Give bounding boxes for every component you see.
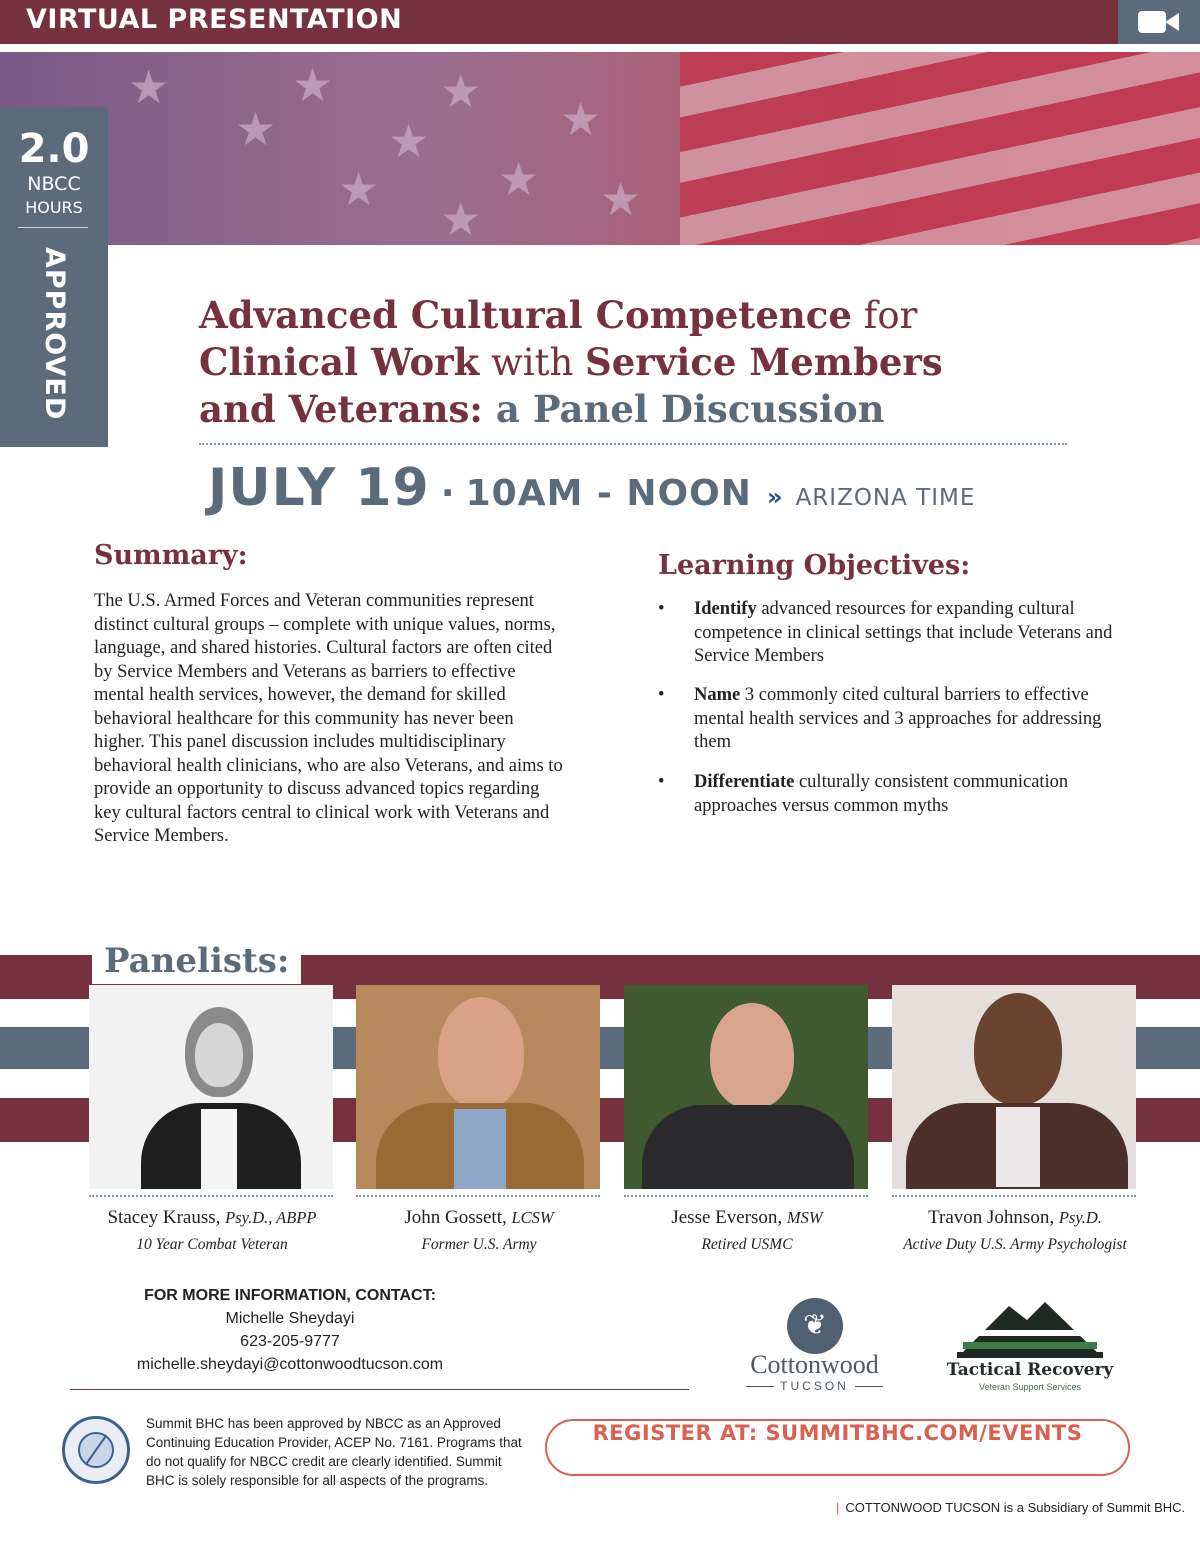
nbcc-disclaimer: Summit BHC has been approved by NBCC as an Approved Continuing Education Provider, ACEP No. 7161. Programs that do not qualify for NBCC credit are clearly identified. Summit BHC is solely responsible for all aspects of the programs.: [146, 1416, 522, 1488]
star-icon: ★: [235, 102, 277, 156]
footnote-text: COTTONWOOD TUCSON is a Subsidiary of Summit BHC.: [845, 1500, 1186, 1515]
title-part: a Panel Discussion: [482, 387, 885, 431]
panelist-name: Travon Johnson, Psy.D.: [928, 1207, 1102, 1228]
presentation-type-label: VIRTUAL PRESENTATION: [26, 4, 403, 35]
objective-text: 3 commonly cited cultural barriers to effective mental health services and 3 approaches for addressing them: [694, 685, 1102, 752]
objective-item: [658, 598, 1128, 669]
divider: [892, 1195, 1136, 1197]
panelist-role: 10 Year Combat Veteran: [136, 1236, 288, 1253]
event-time: 10AM - NOON: [465, 473, 752, 514]
flag-banner-image: [0, 52, 1200, 245]
divider: [70, 1389, 689, 1390]
objective-keyword: Differentiate: [694, 772, 795, 792]
divider: [356, 1195, 600, 1197]
panelist-role: Retired USMC: [701, 1236, 793, 1253]
star-icon: ★: [292, 58, 334, 112]
title-part: for: [851, 294, 918, 337]
cottonwood-name: Cottonwood: [750, 1350, 879, 1379]
footnote: [836, 1500, 1185, 1515]
objective-keyword: Name: [694, 685, 741, 705]
panelist-photo: [89, 985, 333, 1189]
event-title: [199, 292, 1099, 433]
badge-org: NBCC: [27, 173, 81, 195]
cottonwood-sub: TUCSON: [727, 1379, 902, 1393]
star-icon: ★: [440, 192, 482, 245]
bullet-icon: •: [658, 685, 665, 705]
panelist-name: Stacey Krauss, Psy.D., ABPP: [107, 1207, 317, 1228]
contact-heading: FOR MORE INFORMATION, CONTACT:: [144, 1287, 436, 1304]
register-button[interactable]: REGISTER AT: SUMMITBHC.COM/EVENTS: [545, 1419, 1130, 1476]
top-banner: [0, 0, 1200, 44]
contact-email[interactable]: michelle.sheydayi@cottonwoodtucson.com: [136, 1356, 444, 1373]
contact-phone[interactable]: 623-205-9777: [240, 1333, 340, 1350]
star-icon: ★: [440, 64, 482, 118]
summary-heading: Summary:: [94, 540, 248, 571]
title-part: and Veterans:: [199, 387, 483, 431]
panelists-heading: Panelists:: [92, 938, 301, 984]
title-part: Clinical Work: [199, 340, 480, 384]
tactical-recovery-logo: [935, 1298, 1125, 1398]
star-icon: ★: [498, 152, 540, 206]
panelist-photo: [892, 985, 1136, 1189]
summary-text: The U.S. Armed Forces and Veteran communities represent distinct cultural groups – complete with unique values, norms, language, and shared histories. Cultural factors are often cited by Service Members and Veterans as barriers to effective mental health services, however, the demand for skilled behavioral healthcare for this community has never been higher. This panel discussion includes multidisciplinary behavioral health clinicians, who are also Veterans, and aims to provide an opportunity to discuss advanced topics regarding key cultural factors central to clinical work with Veterans and Service Members.: [94, 591, 563, 846]
event-date: JULY 19: [208, 458, 430, 518]
tree-icon: ❦: [787, 1298, 843, 1354]
objective-text: advanced resources for expanding cultural competence in clinical settings that include Veterans and Service Members: [694, 599, 1113, 666]
divider: [199, 443, 1067, 445]
panelist-photo: [356, 985, 600, 1189]
objective-item: [658, 684, 1128, 755]
objectives-heading: Learning Objectives:: [658, 550, 971, 581]
star-icon: ★: [128, 60, 170, 114]
event-timezone: ARIZONA TIME: [795, 485, 976, 511]
panelist-name: John Gossett, LCSW: [404, 1207, 554, 1228]
cottonwood-logo: [727, 1298, 902, 1398]
badge-hours: 2.0: [18, 126, 90, 172]
star-icon: ★: [560, 92, 602, 146]
star-icon: ★: [338, 162, 380, 216]
badge-unit: HOURS: [25, 198, 83, 217]
title-part: Advanced Cultural Competence: [199, 293, 852, 337]
nbcc-seal-icon: [62, 1416, 130, 1484]
bullet-icon: •: [658, 772, 665, 792]
bullet-icon: •: [658, 599, 665, 619]
title-part: Service Members: [585, 340, 943, 384]
footnote-bar: |: [836, 1500, 840, 1515]
video-camera-icon: [1118, 0, 1200, 44]
objective-text: culturally consistent communication approaches versus common myths: [694, 772, 1069, 816]
star-icon: ★: [600, 172, 642, 226]
tactical-name: Tactical Recovery: [946, 1360, 1114, 1380]
flag-mountain-icon: [957, 1300, 1103, 1360]
chevron-right-icon: »: [766, 483, 783, 511]
nbcc-hours-badge: [0, 107, 108, 447]
objective-item: [658, 771, 1128, 818]
contact-name: Michelle Sheydayi: [225, 1310, 355, 1327]
divider: [89, 1195, 333, 1197]
panelist-role: Former U.S. Army: [421, 1236, 537, 1253]
badge-status: APPROVED: [39, 247, 70, 421]
separator: ·: [440, 473, 455, 514]
panelist-photo: [624, 985, 868, 1189]
objective-keyword: Identify: [694, 599, 757, 619]
panelist-role: Active Duty U.S. Army Psychologist: [903, 1236, 1127, 1253]
panelist-name: Jesse Everson, MSW: [671, 1207, 823, 1228]
event-datetime: [208, 458, 1108, 518]
title-part: with: [479, 341, 586, 384]
contact-block: [130, 1284, 450, 1376]
divider: [624, 1195, 868, 1197]
star-icon: ★: [388, 114, 430, 168]
tactical-sub: Veteran Support Services: [978, 1382, 1082, 1392]
